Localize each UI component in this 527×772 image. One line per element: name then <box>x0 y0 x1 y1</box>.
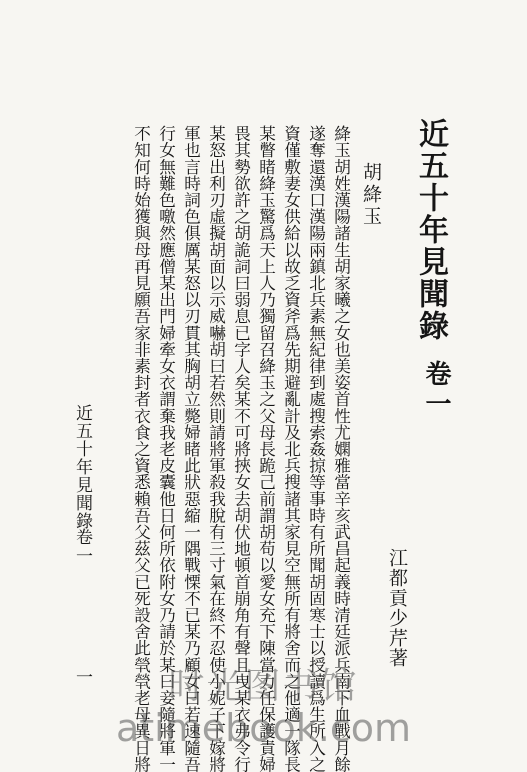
author-line: 江都貢少芹著 <box>386 548 408 668</box>
running-volume: 卷一 <box>72 528 92 566</box>
book-title: 近五十年見聞錄 <box>413 118 448 342</box>
watermark-chinese: 时光图书馆 <box>168 666 359 707</box>
text-column: 畏其勢欲許之胡詭詞曰弱息已字人矣某不可將挾女去胡伏地頓首崩角有聲且曳某衣弗令行 <box>231 125 251 772</box>
text-column: 軍也言時詞色俱厲某怒以刃貫其胸胡立斃婦睹此狀惡縮一隅戰慄不已某乃顧女曰若速隨吾 <box>181 125 201 772</box>
text-column: 行女無難色噭然應僧某出門婦牽女衣謂棄我老皮囊他日何所依附女乃請於某曰妾隨將軍一 <box>156 125 176 772</box>
volume-label: 卷一 <box>421 360 451 420</box>
page-number: 一 <box>72 668 92 685</box>
text-column: 資僅敷妻女供給以故乏資斧爲先期避亂計及北兵搜諸其家見空無所有將舍而之他適一隊長 <box>281 125 301 772</box>
running-title: 近五十年見聞錄 <box>72 404 92 530</box>
text-column: 某怒出利刃虛擬胡面以示威嚇胡曰若然則請將軍殺我脫有三寸氣在終不忍使小妮子下嫁將 <box>206 125 226 772</box>
chapter-subtitle: 胡絳玉 <box>360 162 382 228</box>
text-column: 不知何時始獲與母再見願吾家非素封者衣食之資悉賴吾父茲父已死設舍此煢煢老母異日將 <box>131 125 151 772</box>
watermark-url: atimebook.com <box>115 706 411 750</box>
text-column: 遂奪還漢口漢陽兩鎮北兵素無紀律到處搜索姦掠等事時有所聞胡固寒士以授讀爲生所入之 <box>306 125 326 772</box>
text-column: 絳玉胡姓漢陽諸生胡家曦之女也美姿首性尤嫻雅當辛亥武昌起義時清廷派兵南下血戰月餘 <box>331 125 351 772</box>
text-column: 某瞥睹絳玉驚爲天上人乃獨留召絳玉之父母長跪己前謂胡苟以愛女充下陳當力任保護責婦 <box>256 125 276 772</box>
